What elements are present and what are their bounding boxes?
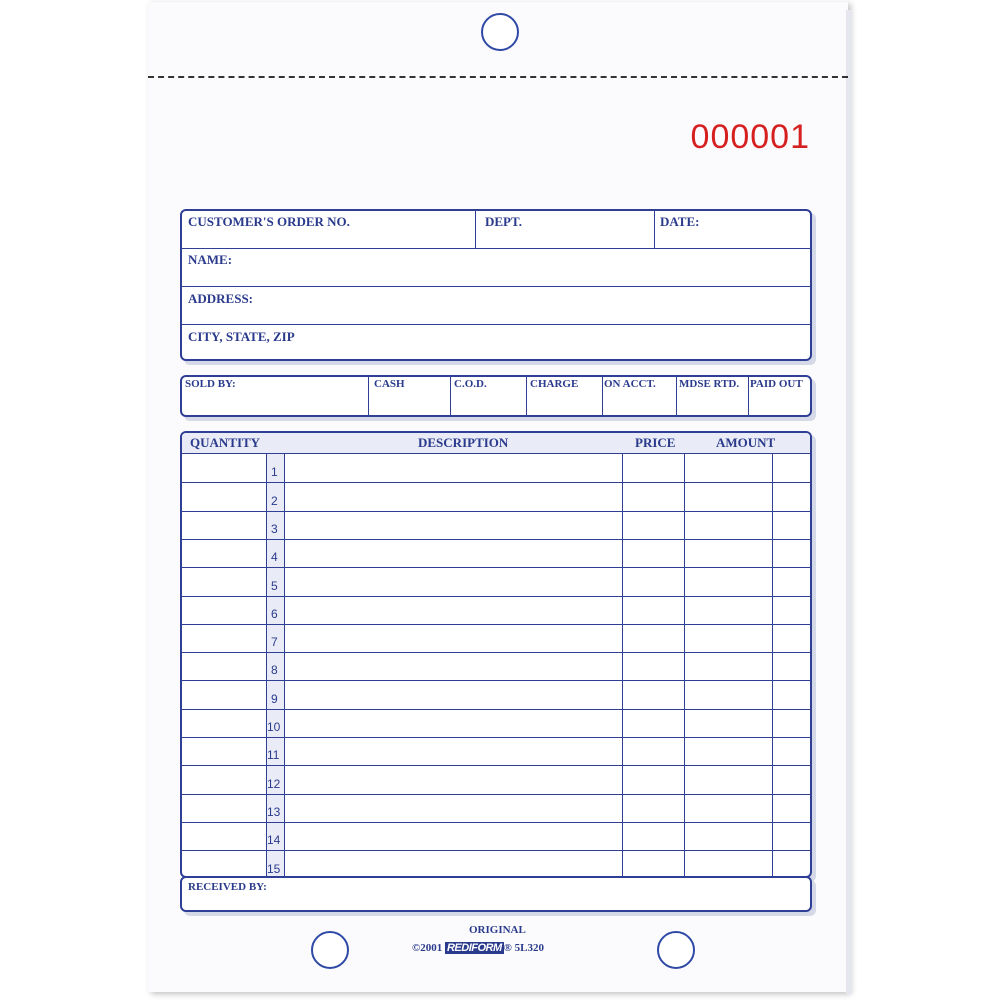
divider <box>368 377 369 415</box>
registered-mark: ® <box>503 942 512 954</box>
customer-info-box <box>180 209 812 361</box>
divider <box>684 454 685 878</box>
top-punch-hole <box>481 13 519 51</box>
table-row <box>182 624 810 625</box>
divider <box>182 248 810 249</box>
table-row <box>182 737 810 738</box>
table-row <box>182 596 810 597</box>
cash-label: CASH <box>374 378 405 390</box>
received-by-label: RECEIVED BY: <box>188 881 267 893</box>
name-label: NAME: <box>188 252 233 267</box>
price-header: PRICE <box>635 435 676 450</box>
bottom-right-punch-hole <box>657 931 695 969</box>
row-number: 14 <box>267 833 281 848</box>
charge-label: CHARGE <box>530 378 579 390</box>
payment-box <box>180 375 812 417</box>
row-number: 12 <box>267 776 281 791</box>
row-number: 4 <box>271 550 278 565</box>
divider <box>748 377 749 415</box>
divider <box>622 454 623 878</box>
received-by-box <box>180 876 812 912</box>
row-number: 1 <box>271 465 278 480</box>
divider <box>654 211 655 249</box>
copy-label: ORIGINAL <box>469 924 526 936</box>
table-row <box>182 652 810 653</box>
table-row <box>182 794 810 795</box>
date-label: DATE: <box>660 214 700 229</box>
table-row <box>182 709 810 710</box>
row-number: 13 <box>267 804 281 819</box>
address-label: ADDRESS: <box>188 291 254 306</box>
divider <box>284 454 285 878</box>
customer-order-no-label: CUSTOMER'S ORDER NO. <box>188 214 350 229</box>
table-row <box>182 567 810 568</box>
amount-header: AMOUNT <box>716 435 776 450</box>
paid-out-label: PAID OUT <box>750 378 803 390</box>
serial-number: 000001 <box>690 118 810 156</box>
row-number: 11 <box>267 748 280 763</box>
description-header: DESCRIPTION <box>418 435 509 450</box>
divider <box>676 377 677 415</box>
row-number: 15 <box>267 861 281 876</box>
form-number: 5L320 <box>514 942 544 954</box>
divider <box>526 377 527 415</box>
row-number: 6 <box>271 606 278 621</box>
mdse-rtd-label: MDSE RTD. <box>679 378 740 390</box>
divider <box>772 454 773 878</box>
line-items-table <box>180 431 812 878</box>
table-row <box>182 680 810 681</box>
quantity-header: QUANTITY <box>190 435 261 450</box>
sheet-edge <box>846 10 852 994</box>
divider <box>182 324 810 325</box>
on-acct-label: ON ACCT. <box>604 378 656 390</box>
table-row <box>182 850 810 851</box>
divider <box>475 211 476 249</box>
row-number: 2 <box>271 493 278 508</box>
cod-label: C.O.D. <box>454 378 487 390</box>
sold-by-label: SOLD BY: <box>185 378 236 390</box>
dept-label: DEPT. <box>485 214 522 229</box>
table-row <box>182 765 810 766</box>
divider <box>602 377 603 415</box>
brand-logo: REDIFORM <box>446 942 502 954</box>
row-number: 8 <box>271 663 278 678</box>
bottom-left-punch-hole <box>311 931 349 969</box>
row-number: 7 <box>271 635 278 650</box>
footer-line <box>412 942 544 954</box>
city-state-zip-label: CITY, STATE, ZIP <box>188 329 295 344</box>
copyright: ©2001 <box>412 942 443 954</box>
table-row <box>182 822 810 823</box>
row-number: 5 <box>271 578 278 593</box>
table-row <box>182 482 810 483</box>
divider <box>182 286 810 287</box>
row-number: 3 <box>271 521 278 536</box>
row-number: 9 <box>271 691 278 706</box>
perforation-line <box>148 76 848 78</box>
divider <box>450 377 451 415</box>
row-number: 10 <box>267 720 281 734</box>
table-row <box>182 511 810 512</box>
table-row <box>182 539 810 540</box>
